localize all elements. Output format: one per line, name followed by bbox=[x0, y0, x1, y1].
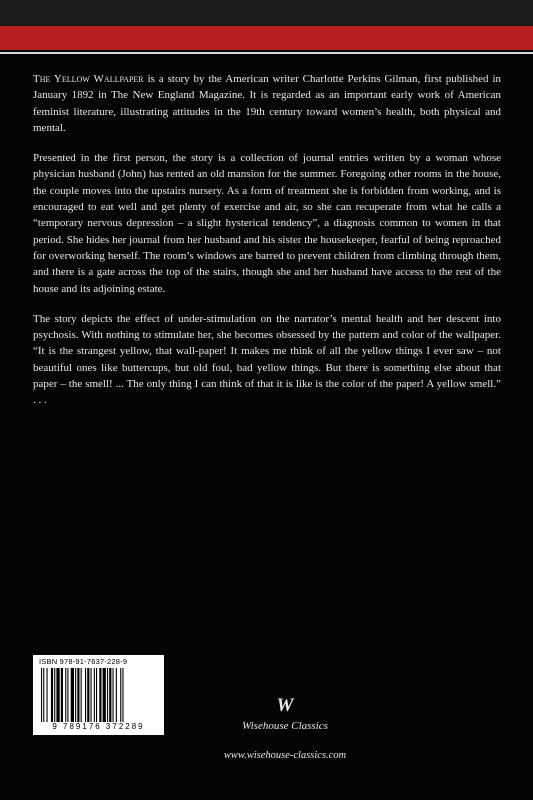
barcode-bar bbox=[107, 668, 108, 722]
top-dark-stripe bbox=[0, 0, 533, 26]
barcode-bar bbox=[43, 668, 44, 722]
wisehouse-logo-icon bbox=[274, 695, 296, 717]
barcode-bars bbox=[41, 668, 157, 722]
barcode-bar bbox=[81, 668, 82, 722]
barcode-bar bbox=[54, 668, 55, 722]
barcode-bar bbox=[67, 668, 68, 722]
back-cover-blurb bbox=[33, 71, 501, 423]
logo-letter: W bbox=[276, 695, 294, 716]
isbn-barcode bbox=[33, 655, 164, 735]
barcode-bar bbox=[87, 668, 89, 722]
barcode-bar bbox=[109, 668, 111, 722]
barcode-bar bbox=[65, 668, 66, 722]
blurb-paragraph-1-text: is a story by the American writer Charlotte Perkins Gilman, first published in January 1892 in The New England Magazine. It is regarded as an important early work of American feminist literature, illustrating attitudes in the 19th century toward women’s health, both physical and mental. bbox=[33, 73, 501, 134]
barcode-bar bbox=[116, 668, 117, 722]
barcode-bar bbox=[120, 668, 121, 722]
barcode-bar bbox=[103, 668, 106, 722]
barcode-bar bbox=[75, 668, 76, 722]
top-red-band bbox=[0, 26, 533, 50]
blurb-paragraph-2: Presented in the first person, the story is a collection of journal entries written by a woman whose physician husband (John) has rented an old mansion for the summer. Foregoing other rooms in the house, the couple moves into the upstairs nursery. As a form of treatment she is forbidden from working, and is encouraged to eat well and get plenty of exercise and air, so she can recuperate from what he calls a “temporary nervous depression – a slight hysterical tendency”, a diagnosis common to women in that period. She hides her journal from her husband and his sister the housekeeper, fearful of being reproached for overworking herself. The room’s windows are barred to prevent children from climbing through them, and there is a gate across the top of the stairs, though she and her husband have access to the rest of the house and its adjoining estate. bbox=[33, 152, 501, 295]
publisher-name: Wisehouse Classics bbox=[242, 720, 328, 732]
barcode-bar bbox=[71, 668, 74, 722]
blurb-paragraph-1 bbox=[33, 71, 501, 136]
top-white-rule bbox=[0, 52, 533, 54]
barcode-bar bbox=[122, 668, 123, 722]
barcode-bar bbox=[47, 668, 48, 722]
publisher-website: www.wisehouse-classics.com bbox=[223, 750, 347, 761]
barcode-bar bbox=[77, 668, 79, 722]
book-title: The Yellow Wallpaper bbox=[33, 73, 144, 85]
barcode-bar bbox=[85, 668, 86, 722]
barcode-digits: 9 789176 372289 bbox=[52, 722, 145, 731]
blurb-paragraph-3: The story depicts the effect of under-stimulation on the narrator’s mental health and her descent into psychosis. With nothing to stimulate her, she becomes obsessed by the pattern and color of the wallpaper. “It is the strangest yellow, that wall-paper! It makes me think of all the yellow things I ever saw – not beautiful ones like buttercups, but old foul, bad yellow things. But there is something else about that paper – the smell! ... The only thing I can think of that it is like is the color of the paper! A yellow smell.” . . . bbox=[33, 312, 501, 407]
barcode-bar bbox=[99, 668, 101, 722]
isbn-label: ISBN 978-91-7637-228-9 bbox=[39, 657, 128, 666]
barcode-bar bbox=[41, 668, 42, 722]
barcode-bar bbox=[61, 668, 63, 722]
barcode-bar bbox=[113, 668, 114, 722]
barcode-bar bbox=[56, 668, 59, 722]
barcode-bar bbox=[91, 668, 92, 722]
barcode-bar bbox=[96, 668, 97, 722]
barcode-bar bbox=[94, 668, 95, 722]
barcode-bar bbox=[51, 668, 53, 722]
